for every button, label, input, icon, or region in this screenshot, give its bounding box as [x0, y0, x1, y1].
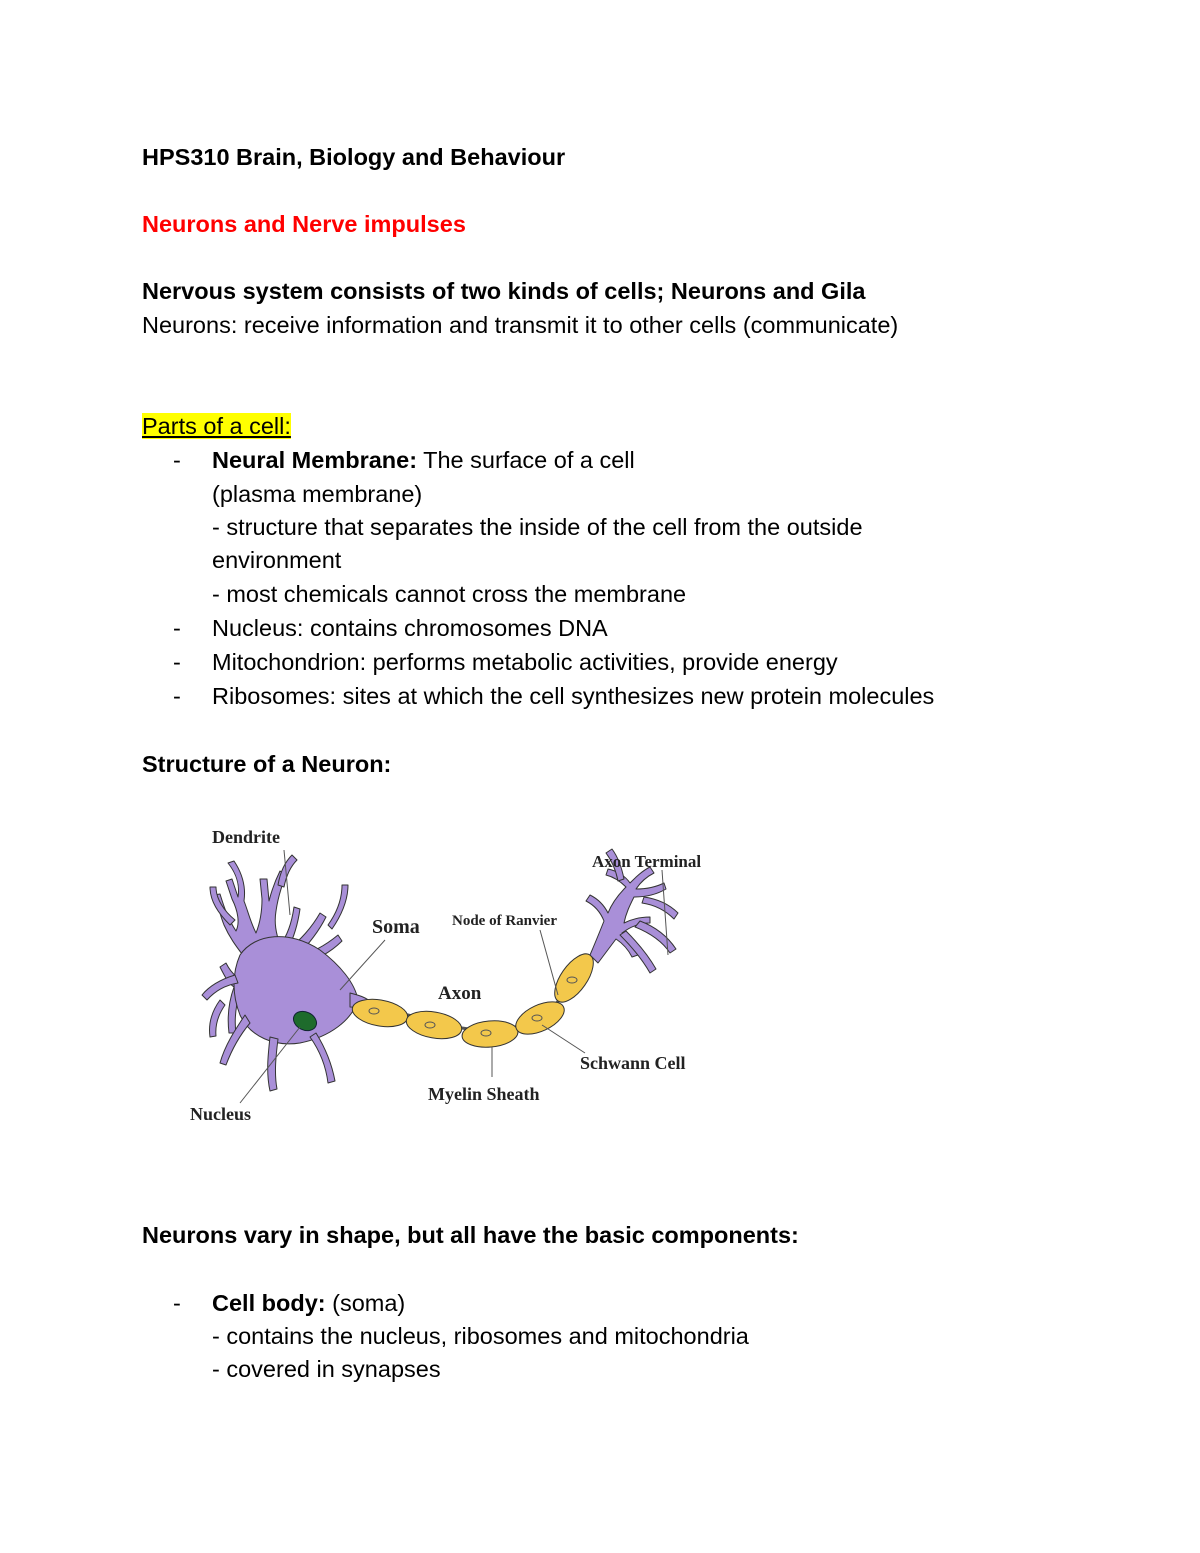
- schwann-pointer: [542, 1025, 585, 1053]
- cell-body-sub1: - contains the nucleus, ribosomes and mitochondria: [212, 1323, 749, 1349]
- list-item-neural-membrane: [212, 445, 635, 475]
- course-title: HPS310 Brain, Biology and Behaviour: [142, 144, 566, 170]
- bullet-marker: -: [173, 649, 181, 675]
- label-myelin-sheath: Myelin Sheath: [428, 1084, 540, 1104]
- list-item-mitochondrion: Mitochondrion: performs metabolic activities, provide energy: [212, 649, 838, 675]
- neurons-definition: Neurons: receive information and transmit it to other cells (communicate): [142, 312, 899, 338]
- cell-body-sub2: - covered in synapses: [212, 1356, 441, 1382]
- section-title: Neurons and Nerve impulses: [142, 211, 466, 237]
- bullet-marker: -: [173, 447, 181, 473]
- parts-heading: [142, 411, 291, 441]
- membrane-sub1a: - structure that separates the inside of the cell from the outside: [212, 514, 863, 540]
- label-schwann-cell: Schwann Cell: [580, 1053, 686, 1073]
- bullet-marker: -: [173, 1290, 181, 1316]
- node-pointer: [540, 930, 558, 995]
- list-item-cell-body: [212, 1288, 405, 1318]
- label-nucleus: Nucleus: [190, 1104, 252, 1124]
- dendrites: [202, 855, 372, 1091]
- neuron-diagram: [180, 815, 740, 1135]
- plasma-membrane-text: (plasma membrane): [212, 481, 423, 507]
- membrane-sub1b: environment: [212, 547, 342, 573]
- bullet-marker: -: [173, 615, 181, 641]
- label-dendrite: Dendrite: [212, 827, 280, 847]
- cell-body-def: (soma): [325, 1290, 406, 1316]
- cell-body-term: Cell body:: [212, 1290, 326, 1316]
- neural-membrane-def: The surface of a cell: [417, 447, 635, 473]
- neural-membrane-term: Neural Membrane:: [212, 447, 418, 473]
- membrane-sub2: - most chemicals cannot cross the membrane: [212, 581, 687, 607]
- parts-heading-text: Parts of a cell:: [142, 413, 291, 439]
- soma-pointer: [340, 940, 385, 990]
- label-axon: Axon: [438, 983, 482, 1004]
- soma-body: [234, 937, 358, 1044]
- label-node-of-ranvier: Node of Ranvier: [452, 913, 557, 929]
- label-axon-terminal: Axon Terminal: [592, 852, 702, 871]
- structure-heading: Structure of a Neuron:: [142, 751, 392, 777]
- bullet-marker: -: [173, 683, 181, 709]
- list-item-nucleus: Nucleus: contains chromosomes DNA: [212, 615, 608, 641]
- myelin-segment: [404, 1007, 464, 1042]
- vary-heading: Neurons vary in shape, but all have the basic components:: [142, 1222, 799, 1248]
- axon-terminal-shape: [586, 867, 666, 963]
- nervous-system-heading: Nervous system consists of two kinds of cells; Neurons and Gila: [142, 278, 866, 304]
- myelin-segment: [461, 1019, 519, 1050]
- list-item-ribosomes: Ribosomes: sites at which the cell synthesizes new protein molecules: [212, 683, 935, 709]
- label-soma: Soma: [372, 916, 420, 938]
